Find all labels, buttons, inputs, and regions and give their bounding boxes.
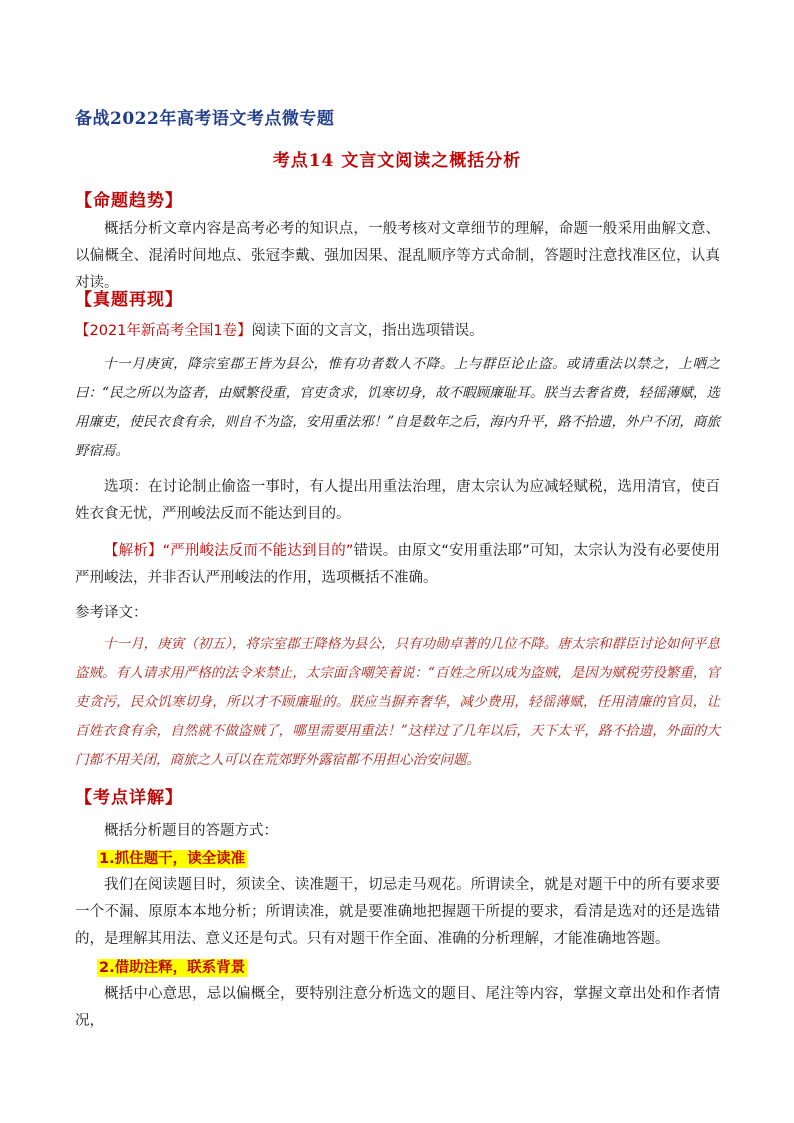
section-heading-real: 【真题再现】 (75, 290, 183, 310)
analysis-text: 错误。由原文“安用重法耶”可知，太宗认为没有必要使用严刑峻法，并非否认严刑峻法的作用，选项概括不准确。 (75, 543, 721, 586)
detail-intro: 概括分析题目的答题方式： (104, 823, 278, 839)
trend-paragraph: 概括分析文章内容是高考必考的知识点，一般考核对文章细节的理解，命题一般采用曲解文意、以偏概全、混淆时间地点、张冠李戴、强加因果、混乱顺序等方式命制，答题时注意找准区位，认真对读。 (75, 221, 720, 291)
section-heading-detail: 【考点详解】 (75, 788, 183, 808)
analysis-label: 【解析】 (104, 543, 163, 559)
point-2-paragraph: 概括中心意思，忌以偏概全，要特别注意分析选文的题目、尾注等内容，掌握文章出处和作者情况， (75, 986, 720, 1029)
option-paragraph: 选项：在讨论制止偷盗一事时，有人提出用重法治理，唐太宗认为应减轻赋税，选用清官，使百姓衣食无忧，严刑峻法反而不能达到目的。 (75, 479, 720, 522)
classical-chinese-passage: 十一月庚寅，降宗室郡王皆为县公，惟有功者数人不降。上与群臣论止盗。或请重法以禁之，上哂之曰：“民之所以为盗者，由赋繁役重，官吏贪求，饥寒切身，故不暇顾廉耻耳。朕当去奢省费，轻徭薄赋，选用廉吏，使民衣食有余，则自不为盗，安用重法邪！”自是数年之后，海内升平，路不拾遗，外户不闭，商旅野宿焉。 (75, 356, 720, 459)
point-1-paragraph: 我们在阅读题目时，须读全、读准题干，切忌走马观花。所谓读全，就是对题干中的所有要求要一个不漏、原原本本地分析；所谓读准，就是要准确地把握题干所提的要求，看清是选对的还是选错的，是理解其用法、意义还是句式。只有对题干作全面、准确的分析理解，才能准确地答题。 (75, 877, 720, 947)
document-title: 备战2022年高考语文考点微专题 (75, 109, 335, 129)
exam-source-tag: 【2021年新高考全国1卷】 (75, 323, 252, 339)
document-subtitle: 考点14 文言文阅读之概括分析 (272, 151, 522, 171)
analysis-quote: “严刑峻法反而不能达到目的” (162, 543, 354, 559)
question-prompt: 阅读下面的文言文，指出选项错误。 (251, 323, 484, 339)
point-2-title: 2.借助注释，联系背景 (99, 960, 246, 976)
question-prompt-line (75, 318, 720, 345)
point-2-heading (97, 957, 247, 979)
analysis-paragraph (75, 538, 720, 592)
reference-translation: 十一月，庚寅（初五），将宗室郡王降格为县公，只有功勋卓著的几位不降。唐太宗和群臣讨论如何平息盗贼。有人请求用严格的法令来禁止，太宗面含嘲笑着说：“百姓之所以成为盗贼，是因为赋税劳役繁重，官吏贪污，民众饥寒切身，所以才不顾廉耻的。朕应当摒弃奢华，减少费用，轻徭薄赋，任用清廉的官员，让百姓衣食有余，自然就不做盗贼了，哪里需要用重法！”这样过了几年以后，天下太平，路不拾遗，外面的大门都不用关闭，商旅之人可以在荒郊野外露宿都不用担心治安问题。 (75, 636, 720, 768)
point-1-title: 1.抓住题干，读全读准 (99, 851, 246, 867)
section-heading-trend: 【命题趋势】 (75, 191, 183, 211)
point-1-heading (97, 848, 247, 870)
translation-label: 参考译文： (75, 605, 148, 621)
